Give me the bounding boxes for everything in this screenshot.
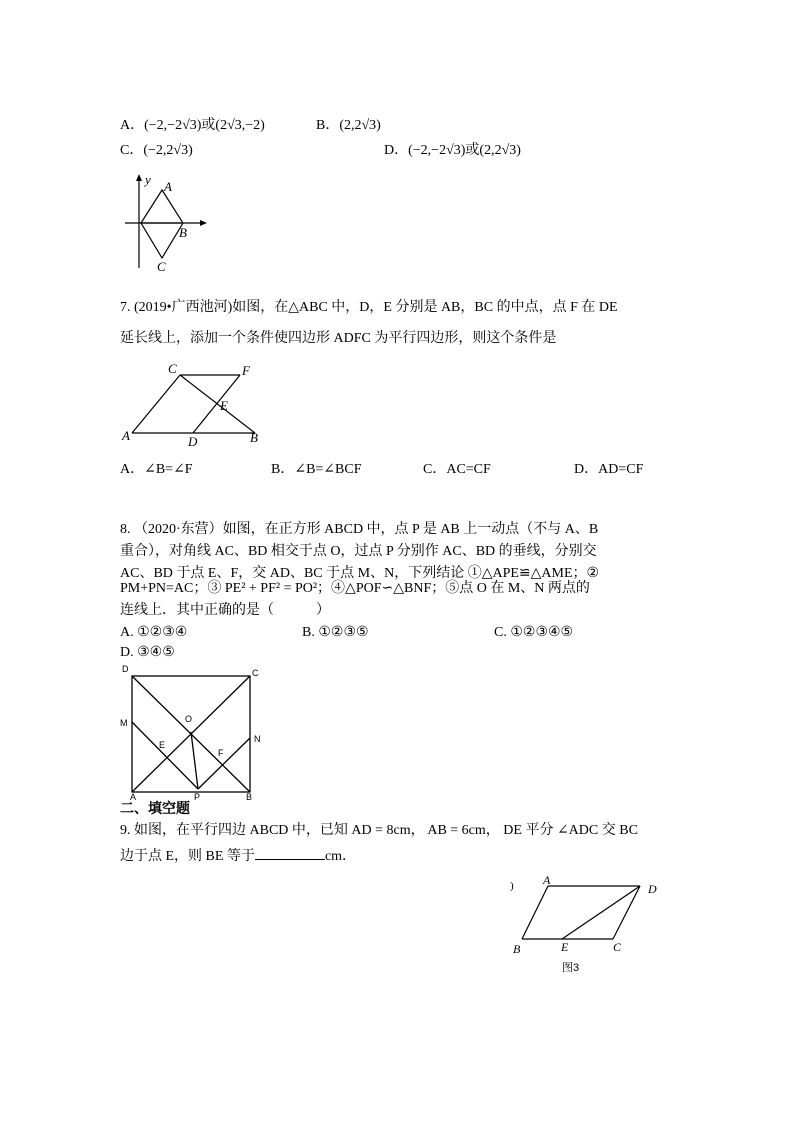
q7-figure — [120, 362, 270, 447]
q7-option-b: B．∠B=∠BCF — [271, 462, 362, 477]
q6-option-a: A．(−2,−2√3)或(2√3,−2) — [120, 118, 265, 133]
q9-label-b: B — [513, 942, 521, 956]
q7-label-f: F — [242, 363, 250, 378]
q8-option-d: D. ③④⑤ — [120, 645, 175, 660]
q6-figure — [115, 170, 225, 280]
q9-label-a: A — [543, 873, 551, 887]
q6-label-y: y — [145, 172, 151, 187]
q6-label-a: A — [164, 179, 172, 194]
q6-option-c: C．(−2,2√3) — [120, 143, 193, 158]
q6-option-d: D．(−2,−2√3)或(2,2√3) — [384, 143, 521, 158]
q9-figure-caption: 图3 — [562, 962, 580, 974]
q7-text-line2: 延长线上，添加一个条件使四边形 ADFC 为平行四边形，则这个条件是 — [120, 331, 557, 346]
q7-text-line1: 7. (2019•广西池河)如图，在△ABC 中，D，E 分别是 AB，BC 的中点，点 F 在 DE — [120, 300, 618, 315]
q9-label-e: E — [561, 940, 569, 954]
q9-figure — [505, 873, 685, 973]
q8-text-line5: 连线上．其中正确的是（ ） — [120, 603, 330, 618]
q8-option-c: C. ①②③④⑤ — [494, 625, 574, 640]
q9-answer-blank[interactable] — [255, 845, 325, 860]
q6-label-b: B — [179, 225, 187, 240]
q7-label-a: A — [122, 428, 130, 443]
section-title-fill-in: 二、填空题 — [120, 802, 190, 817]
q6-option-b: B．(2,2√3) — [316, 118, 381, 133]
q7-option-c: C．AC=CF — [423, 462, 491, 477]
q6-label-c: C — [157, 259, 166, 274]
q7-label-e: E — [220, 398, 228, 413]
q8-label-p: P — [194, 792, 201, 802]
q8-label-m: M — [120, 718, 128, 728]
q7-label-c: C — [168, 361, 177, 376]
q8-option-a: A. ①②③④ — [120, 625, 188, 640]
q8-label-a: A — [130, 792, 137, 802]
q8-figure — [118, 662, 268, 802]
q9-text-line2: 边于点 E，则 BE 等于 — [120, 849, 255, 864]
q8-label-o: O — [185, 714, 193, 724]
q8-label-c: C — [252, 668, 259, 678]
q8-label-d: D — [122, 664, 129, 674]
q9-text-line2-wrapper — [120, 845, 356, 867]
q8-label-e: E — [159, 740, 166, 750]
q7-option-d: D．AD=CF — [574, 462, 644, 477]
q9-label-d: D — [648, 882, 657, 896]
q8-label-b: B — [246, 792, 253, 802]
q9-text-line1: 9. 如图，在平行四边 ABCD 中，已知 AD = 8cm， AB = 6cm， DE 平分 ∠ADC 交 BC — [120, 823, 638, 838]
q8-text-line1: 8. （2020·东营）如图，在正方形 ABCD 中，点 P 是 AB 上一动点（不与 A、B — [120, 522, 599, 537]
q9-label-stray: ) — [510, 880, 514, 892]
q8-text-line4: PM+PN=AC；③ PE² + PF² = PO²；④△POF∽△BNF；⑤点 O 在 M、N 两点的 — [120, 581, 590, 596]
q7-option-a: A．∠B=∠F — [120, 462, 193, 477]
q8-text-line3: AC、BD 于点 E、F，交 AD、BC 于点 M、N，下列结论 ①△APE≌△AME；② — [120, 566, 600, 581]
q8-text-line2: 重合），对角线 AC、BD 相交于点 O，过点 P 分别作 AC、BD 的垂线，分别交 — [120, 544, 597, 559]
q9-label-c: C — [613, 940, 622, 954]
q7-label-d: D — [188, 434, 198, 449]
q8-label-f: F — [218, 748, 224, 758]
q8-option-b: B. ①②③⑤ — [302, 625, 369, 640]
q8-label-n: N — [254, 734, 261, 744]
q9-unit: cm． — [324, 849, 357, 864]
q7-label-b: B — [250, 430, 258, 445]
